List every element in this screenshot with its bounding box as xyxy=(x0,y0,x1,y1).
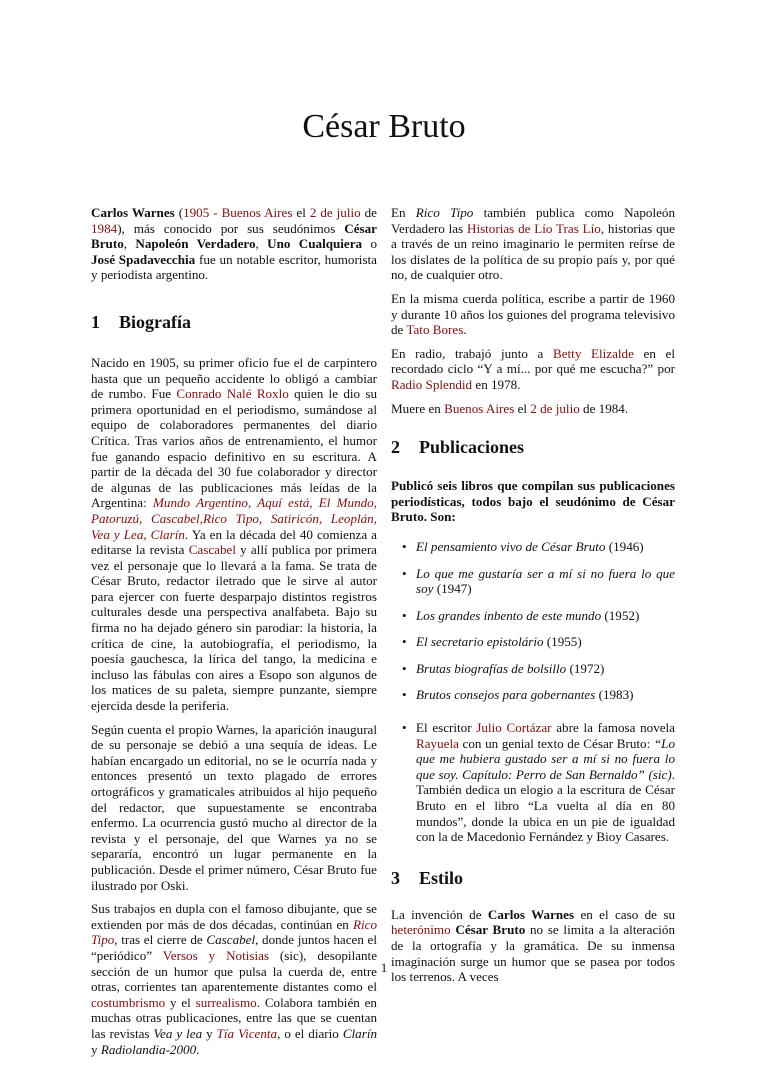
cortazar-list xyxy=(391,720,675,845)
left-column xyxy=(91,205,377,1065)
link-buenos-aires[interactable]: Buenos Aires xyxy=(221,205,293,220)
list-item: • Los grandes inbento de este mundo (1952) xyxy=(402,607,640,623)
list-item-cortazar: • El escritor Julio Cortázar abre la famosa novela Rayuela con un genial texto de César Bruto: “Lo que me hubiera gustado ser a mí si no fuera lo que soy. Capítulo: Perro de San Bernaldo” (sic). También dedica un elogio a la escritura de César Bruto en el libro “La vuelta al día en 80 mundos”, donde la ubica en un pie de igualdad con la de Macedonio Fernández y Bioy Casares. xyxy=(402,720,675,845)
link-1905[interactable]: 1905 xyxy=(183,205,210,220)
tv-paragraph: En la misma cuerda política, escribe a partir de 1960 y durante 10 años los guiones del programa televisivo de Tato Bores. xyxy=(391,290,675,338)
link-heteronimo[interactable]: heterónimo xyxy=(391,922,451,938)
bio-paragraph-2: Según cuenta el propio Warnes, la aparición inaugural de su personaje se debió a una sequía de ideas. Le habían encargado un editorial, no se le ocurría nada y entonces presentó un texto plagado de errores ortográficos y gramaticales atribuidos al hijo pequeño del redactor, que supuestamente se encontraba enfermo. La ocurrencia gustó mucho al director de la revista y el personaje, del que Warnes ya no se separaría, encontró un lugar permanente en la publicación. Desde el primer número, César Bruto fue ilustrado por Oski. xyxy=(91,721,377,893)
link-rico-tipo[interactable]: Rico Tipo xyxy=(91,916,377,948)
author-name: Carlos Warnes xyxy=(91,205,175,220)
death-paragraph: Muere en Buenos Aires el 2 de julio de 1984. xyxy=(391,400,629,416)
list-item: • Brutas biografías de bolsillo (1972) xyxy=(402,660,605,676)
intro-paragraph: Carlos Warnes (1905 - Buenos Aires el 2 de julio de 1984), más conocido por sus seudónimos César Bruto, Napoleón Verdadero, Uno Cualquiera o José Spadavecchia fue un notable escritor, humorista y periodista argentino. xyxy=(91,205,378,283)
link-historias-lio[interactable]: Historias de Lío Tras Lío xyxy=(466,220,601,236)
rico-tipo-paragraph: En Rico Tipo también publica como Napoleón Verdadero las Historias de Lío Tras Lío, historias que a través de un reino imaginario le permiten reírse de los dislates de la política de su propio país y, por qué no, de cualquier otro. xyxy=(391,205,675,283)
link-2-de-julio[interactable]: 2 de julio xyxy=(309,205,361,220)
right-column xyxy=(391,205,675,993)
bio-paragraph-1: Nacido en 1905, su primer oficio fue el de carpintero hasta que un pequeño accidente lo obligó a cambiar de rumbo. Fue Conrado Nalé Roxlo quien le dio su primera oportunidad en el periodismo, sumándose al equipo de colaboradores permanentes del diario Crítica. Tras varios años de entrenamiento, el humor fue ganando espacio definitivo en su escritura. A partir de la década del 30 fue colaborador y director de algunas de las publicaciones más leídas de la Argentina: Mundo Argentino, Aquí está, El Mundo, Patoruzú, Cascabel,Rico Tipo, Satiricón, Leoplán, Vea y Lea, Clarín. Ya en la década del 40 comienza a editarse la revista Cascabel y allí publica por primera vez el personaje que lo llevará a la fama. Se trata de César Bruto, redactor iletrado que le sirve al autor para ejercer con fuerte desparpajo distintos registros culturales desde una perspectiva analfabeta. Bajo su firma no ha dejado género sin parodiar: la historia, la crítica de cine, la autobiografía, el periodismo, la poesía gauchesca, la lírica del tango, la medicina e incluso las fábulas con aires a Esopo son algunos de los matices de su paleta, siempre punzante, siempre ejercida desde la periferia. xyxy=(91,354,377,714)
list-item: • Brutos consejos para gobernantes (1983) xyxy=(402,687,634,703)
link-julio-cortazar[interactable]: Julio Cortázar xyxy=(476,720,552,736)
link-surrealismo[interactable]: surrealismo xyxy=(195,994,257,1010)
publications-links[interactable]: Mundo Argentino, Aquí está, El Mundo, Patoruzú, Cascabel,Rico Tipo, Satiricón, Leoplán, Vea y Lea, Clarín xyxy=(91,495,377,542)
section-heading-publicaciones: 2 Publicaciones xyxy=(391,437,525,458)
link-buenos-aires-2[interactable]: Buenos Aires xyxy=(444,400,515,416)
link-conrado-nale-roxlo[interactable]: Conrado Nalé Roxlo xyxy=(176,386,289,402)
link-tato-bores[interactable]: Tato Bores xyxy=(406,322,464,338)
link-rayuela[interactable]: Rayuela xyxy=(416,735,459,751)
list-item: • El pensamiento vivo de César Bruto (1946) xyxy=(402,538,644,554)
list-item: • El secretario epistolário (1955) xyxy=(402,634,582,650)
link-cascabel[interactable]: Cascabel xyxy=(188,542,236,558)
link-1984[interactable]: 1984 xyxy=(91,220,118,236)
link-costumbrismo[interactable]: costumbrismo xyxy=(91,994,166,1010)
link-betty-elizalde[interactable]: Betty Elizalde xyxy=(553,345,634,361)
link-2-de-julio-2[interactable]: 2 de julio xyxy=(530,400,580,416)
radio-paragraph: En radio, trabajó junto a Betty Elizalde en el recordado ciclo “Y a mí... por qué me escucha?” por Radio Splendid en 1978. xyxy=(391,345,675,392)
page-number: 1 xyxy=(380,960,388,975)
link-tia-vicenta[interactable]: Tía Vicenta xyxy=(216,1025,278,1041)
books-list xyxy=(391,539,675,703)
estilo-paragraph: La invención de Carlos Warnes en el caso de su heterónimo César Bruto no se limita a la alteración de la ortografía y la gramática. De su inmensa imaginación surge un humor que se pasea por todos los terrenos. A veces xyxy=(391,906,675,985)
link-radio-splendid[interactable]: Radio Splendid xyxy=(391,376,473,392)
page-title: César Bruto xyxy=(302,108,466,145)
link-versos-y-notisias[interactable]: Versos y Notisias xyxy=(162,947,269,963)
section-heading-biografia: 1 Biografía xyxy=(91,311,191,332)
list-item: • Lo que me gustaría ser a mí si no fuera lo que soy (1947) xyxy=(402,565,675,597)
section-heading-estilo: 3 Estilo xyxy=(391,867,464,888)
bio-paragraph-3: Sus trabajos en dupla con el famoso dibujante, que se extienden por más de dos décadas, continúan en Rico Tipo, tras el cierre de Cascabel, donde juntos hacen el “periódico” Versos y Notisias (sic), desopilante sección de un humor que pulsa la cuerda de, entre otras, corrientes tan aparentemente distantes como el costumbrismo y el surrealismo. Colabora también en muchas otras publicaciones, entre las que se cuentan las revistas Vea y lea y Tía Vicenta, o el diario Clarín y Radiolandia-2000. xyxy=(91,901,378,1057)
publications-intro: Publicó seis libros que compilan sus publicaciones periodísticas, todos bajo el seudónimo de César Bruto. Son: xyxy=(391,478,675,525)
